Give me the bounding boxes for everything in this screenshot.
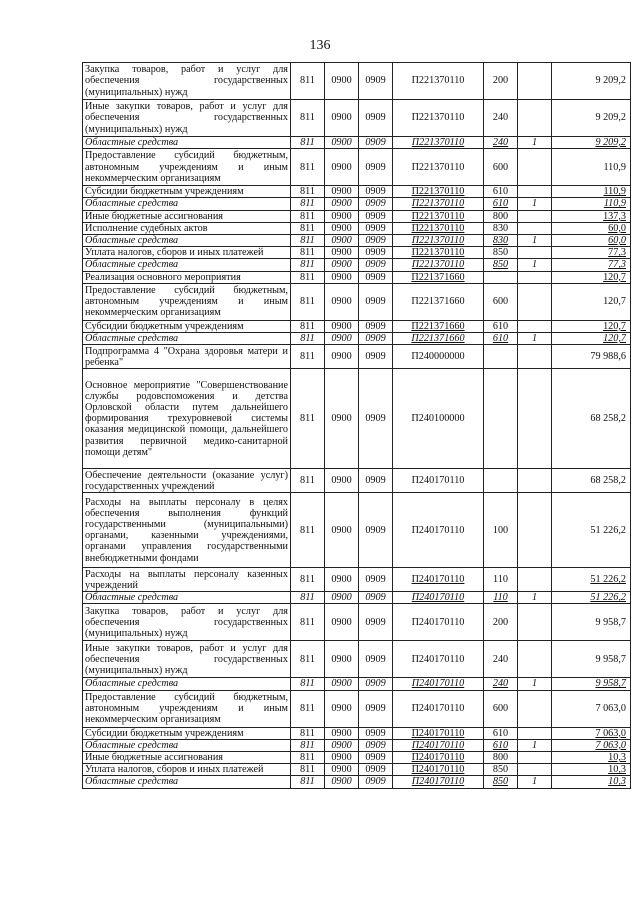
table-row: [83, 235, 631, 247]
row-funding-source: [518, 210, 552, 222]
row-ved-code: 811: [291, 235, 325, 247]
row-subsection-code: 0909: [359, 727, 393, 739]
row-subsection-code: 0909: [359, 247, 393, 259]
table-row: [83, 198, 631, 210]
table-row: [83, 247, 631, 259]
table-row: [83, 641, 631, 678]
row-amount: 77,3: [552, 247, 631, 259]
row-amount: 7 063,0: [552, 690, 631, 727]
row-expense-type: 850: [484, 259, 518, 271]
row-funding-source: [518, 690, 552, 727]
row-target-article: П240170110: [393, 690, 484, 727]
row-subsection-code: 0909: [359, 320, 393, 332]
table-row: [83, 678, 631, 690]
row-ved-code: 811: [291, 493, 325, 568]
row-expense-type: 610: [484, 333, 518, 345]
row-funding-source: 1: [518, 592, 552, 604]
row-funding-source: 1: [518, 333, 552, 345]
row-section-code: 0900: [325, 369, 359, 469]
row-ved-code: 811: [291, 247, 325, 259]
row-expense-type: 600: [484, 149, 518, 186]
row-target-article: П221371660: [393, 333, 484, 345]
row-funding-source: [518, 764, 552, 776]
row-section-code: 0900: [325, 678, 359, 690]
row-name: Областные средства: [83, 739, 291, 751]
row-funding-source: [518, 149, 552, 186]
row-expense-type: 850: [484, 247, 518, 259]
row-section-code: 0900: [325, 210, 359, 222]
row-section-code: 0900: [325, 100, 359, 137]
row-funding-source: [518, 752, 552, 764]
row-section-code: 0900: [325, 592, 359, 604]
row-target-article: П240170110: [393, 568, 484, 592]
row-name: Исполнение судебных актов: [83, 222, 291, 234]
table-row: [83, 283, 631, 320]
row-amount: 110,9: [552, 149, 631, 186]
row-target-article: П221371660: [393, 271, 484, 283]
row-subsection-code: 0909: [359, 739, 393, 751]
row-section-code: 0900: [325, 752, 359, 764]
row-name: Предоставление субсидий бюджетным, автономным учреждениям и иным некоммерческим организациям: [83, 149, 291, 186]
row-amount: 10,3: [552, 776, 631, 788]
row-amount: 120,7: [552, 320, 631, 332]
row-funding-source: [518, 63, 552, 100]
page-number: 136: [309, 38, 331, 53]
row-ved-code: 811: [291, 210, 325, 222]
row-target-article: П240170110: [393, 776, 484, 788]
row-amount: 51 226,2: [552, 568, 631, 592]
table-row: [83, 222, 631, 234]
table-row: [83, 210, 631, 222]
row-amount: 79 988,6: [552, 345, 631, 369]
row-target-article: П240170110: [393, 592, 484, 604]
row-expense-type: 240: [484, 641, 518, 678]
row-expense-type: [484, 369, 518, 469]
row-target-article: П240100000: [393, 369, 484, 469]
row-subsection-code: 0909: [359, 469, 393, 493]
row-subsection-code: 0909: [359, 63, 393, 100]
row-subsection-code: 0909: [359, 764, 393, 776]
row-amount: 77,3: [552, 259, 631, 271]
row-name: Уплата налогов, сборов и иных платежей: [83, 764, 291, 776]
row-expense-type: 240: [484, 678, 518, 690]
row-funding-source: [518, 727, 552, 739]
row-name: Подпрограмма 4 "Охрана здоровья матери и ребенка": [83, 345, 291, 369]
row-amount: 51 226,2: [552, 592, 631, 604]
row-section-code: 0900: [325, 247, 359, 259]
row-name: Областные средства: [83, 776, 291, 788]
row-amount: 10,3: [552, 764, 631, 776]
row-ved-code: 811: [291, 320, 325, 332]
row-expense-type: 200: [484, 604, 518, 641]
row-funding-source: [518, 568, 552, 592]
row-subsection-code: 0909: [359, 210, 393, 222]
row-target-article: П240170110: [393, 493, 484, 568]
row-target-article: П240170110: [393, 752, 484, 764]
row-target-article: П221370110: [393, 210, 484, 222]
row-amount: 51 226,2: [552, 493, 631, 568]
row-amount: 120,7: [552, 283, 631, 320]
row-funding-source: [518, 469, 552, 493]
row-expense-type: 110: [484, 592, 518, 604]
row-funding-source: [518, 271, 552, 283]
row-amount: 7 063,0: [552, 739, 631, 751]
row-name: Предоставление субсидий бюджетным, автономным учреждениям и иным некоммерческим организациям: [83, 690, 291, 727]
row-amount: 9 958,7: [552, 604, 631, 641]
row-target-article: П221370110: [393, 247, 484, 259]
row-name: Расходы на выплаты персоналу в целях обеспечения выполнения функций государственными (муниципальными) органами, казенными учреждениями, органами управления государственными внебюджетными фондами: [83, 493, 291, 568]
table-row: [83, 592, 631, 604]
row-amount: 9 209,2: [552, 100, 631, 137]
row-amount: 68 258,2: [552, 369, 631, 469]
row-funding-source: [518, 641, 552, 678]
row-ved-code: 811: [291, 592, 325, 604]
row-amount: 110,9: [552, 186, 631, 198]
table-row: [83, 752, 631, 764]
row-ved-code: 811: [291, 727, 325, 739]
row-subsection-code: 0909: [359, 345, 393, 369]
table-row: [83, 764, 631, 776]
table-row: [83, 469, 631, 493]
row-expense-type: 610: [484, 727, 518, 739]
row-ved-code: 811: [291, 186, 325, 198]
row-ved-code: 811: [291, 222, 325, 234]
row-name: Областные средства: [83, 235, 291, 247]
row-section-code: 0900: [325, 283, 359, 320]
row-ved-code: 811: [291, 568, 325, 592]
row-section-code: 0900: [325, 469, 359, 493]
row-section-code: 0900: [325, 137, 359, 149]
table-row: [83, 320, 631, 332]
row-target-article: П221370110: [393, 63, 484, 100]
row-funding-source: 1: [518, 678, 552, 690]
row-target-article: П240170110: [393, 641, 484, 678]
row-ved-code: 811: [291, 690, 325, 727]
row-target-article: П221370110: [393, 186, 484, 198]
row-amount: 10,3: [552, 752, 631, 764]
row-name: Областные средства: [83, 333, 291, 345]
row-target-article: П221370110: [393, 100, 484, 137]
row-subsection-code: 0909: [359, 776, 393, 788]
row-name: Областные средства: [83, 259, 291, 271]
row-target-article: П221370110: [393, 198, 484, 210]
row-subsection-code: 0909: [359, 333, 393, 345]
row-ved-code: 811: [291, 604, 325, 641]
budget-table: [82, 62, 631, 789]
row-name: Областные средства: [83, 137, 291, 149]
row-amount: 9 209,2: [552, 137, 631, 149]
row-subsection-code: 0909: [359, 752, 393, 764]
row-subsection-code: 0909: [359, 271, 393, 283]
row-target-article: П240170110: [393, 469, 484, 493]
row-amount: 68 258,2: [552, 469, 631, 493]
row-name: Иные бюджетные ассигнования: [83, 752, 291, 764]
row-name: Закупка товаров, работ и услуг для обеспечения государственных (муниципальных) нужд: [83, 604, 291, 641]
row-name: Иные закупки товаров, работ и услуг для обеспечения государственных (муниципальных) нужд: [83, 100, 291, 137]
row-target-article: П240000000: [393, 345, 484, 369]
row-section-code: 0900: [325, 235, 359, 247]
row-amount: 9 958,7: [552, 641, 631, 678]
row-ved-code: 811: [291, 469, 325, 493]
row-ved-code: 811: [291, 259, 325, 271]
row-name: Субсидии бюджетным учреждениям: [83, 727, 291, 739]
row-expense-type: 830: [484, 235, 518, 247]
row-subsection-code: 0909: [359, 235, 393, 247]
row-expense-type: [484, 469, 518, 493]
row-section-code: 0900: [325, 63, 359, 100]
row-section-code: 0900: [325, 259, 359, 271]
row-name: Реализация основного мероприятия: [83, 271, 291, 283]
row-target-article: П221370110: [393, 259, 484, 271]
row-expense-type: 610: [484, 198, 518, 210]
row-section-code: 0900: [325, 568, 359, 592]
row-ved-code: 811: [291, 641, 325, 678]
row-subsection-code: 0909: [359, 592, 393, 604]
row-section-code: 0900: [325, 493, 359, 568]
row-expense-type: 100: [484, 493, 518, 568]
table-row: [83, 100, 631, 137]
row-ved-code: 811: [291, 137, 325, 149]
row-funding-source: [518, 493, 552, 568]
row-funding-source: 1: [518, 739, 552, 751]
row-subsection-code: 0909: [359, 283, 393, 320]
row-ved-code: 811: [291, 333, 325, 345]
row-expense-type: 850: [484, 776, 518, 788]
table-row: [83, 63, 631, 100]
row-funding-source: [518, 247, 552, 259]
row-target-article: П221370110: [393, 235, 484, 247]
row-subsection-code: 0909: [359, 568, 393, 592]
row-amount: 9 209,2: [552, 63, 631, 100]
row-ved-code: 811: [291, 100, 325, 137]
row-name: Уплата налогов, сборов и иных платежей: [83, 247, 291, 259]
row-subsection-code: 0909: [359, 604, 393, 641]
row-name: Иные бюджетные ассигнования: [83, 210, 291, 222]
row-subsection-code: 0909: [359, 641, 393, 678]
row-expense-type: 850: [484, 764, 518, 776]
table-row: [83, 727, 631, 739]
row-name: Предоставление субсидий бюджетным, автономным учреждениям и иным некоммерческим организациям: [83, 283, 291, 320]
row-section-code: 0900: [325, 727, 359, 739]
row-subsection-code: 0909: [359, 678, 393, 690]
row-ved-code: 811: [291, 764, 325, 776]
row-amount: 137,3: [552, 210, 631, 222]
row-section-code: 0900: [325, 604, 359, 641]
row-target-article: П221370110: [393, 222, 484, 234]
row-ved-code: 811: [291, 776, 325, 788]
row-section-code: 0900: [325, 333, 359, 345]
row-amount: 9 958,7: [552, 678, 631, 690]
row-funding-source: 1: [518, 235, 552, 247]
row-funding-source: [518, 604, 552, 641]
table-row: [83, 149, 631, 186]
row-section-code: 0900: [325, 198, 359, 210]
row-expense-type: 110: [484, 568, 518, 592]
row-target-article: П240170110: [393, 678, 484, 690]
row-expense-type: 240: [484, 137, 518, 149]
row-funding-source: 1: [518, 198, 552, 210]
row-section-code: 0900: [325, 776, 359, 788]
row-amount: 110,9: [552, 198, 631, 210]
row-funding-source: [518, 186, 552, 198]
row-amount: 60,0: [552, 235, 631, 247]
row-section-code: 0900: [325, 739, 359, 751]
row-expense-type: [484, 271, 518, 283]
row-ved-code: 811: [291, 283, 325, 320]
row-amount: 60,0: [552, 222, 631, 234]
row-name: Основное мероприятие "Совершенствование службы родовспоможения и детства Орловской области путем дальнейшего формирования трехуровневой системы оказания медицинской помощи, дальнейшего развития первичной медико-санитарной помощи детям": [83, 369, 291, 469]
row-section-code: 0900: [325, 320, 359, 332]
row-subsection-code: 0909: [359, 149, 393, 186]
row-expense-type: 200: [484, 63, 518, 100]
table-row: [83, 493, 631, 568]
row-name: Обеспечение деятельности (оказание услуг) государственных учреждений: [83, 469, 291, 493]
row-name: Областные средства: [83, 198, 291, 210]
row-subsection-code: 0909: [359, 186, 393, 198]
row-target-article: П240170110: [393, 727, 484, 739]
row-expense-type: 240: [484, 100, 518, 137]
row-name: Областные средства: [83, 678, 291, 690]
table-row: [83, 568, 631, 592]
table-row: [83, 137, 631, 149]
row-name: Субсидии бюджетным учреждениям: [83, 186, 291, 198]
row-section-code: 0900: [325, 186, 359, 198]
row-section-code: 0900: [325, 641, 359, 678]
row-expense-type: 610: [484, 186, 518, 198]
row-funding-source: [518, 222, 552, 234]
row-section-code: 0900: [325, 149, 359, 186]
row-subsection-code: 0909: [359, 222, 393, 234]
row-target-article: П240170110: [393, 739, 484, 751]
row-name: Закупка товаров, работ и услуг для обеспечения государственных (муниципальных) нужд: [83, 63, 291, 100]
row-ved-code: 811: [291, 678, 325, 690]
table-row: [83, 186, 631, 198]
row-expense-type: 830: [484, 222, 518, 234]
row-name: Областные средства: [83, 592, 291, 604]
row-ved-code: 811: [291, 149, 325, 186]
table-row: [83, 259, 631, 271]
row-subsection-code: 0909: [359, 137, 393, 149]
table-row: [83, 345, 631, 369]
table-row: [83, 271, 631, 283]
row-section-code: 0900: [325, 764, 359, 776]
row-funding-source: 1: [518, 776, 552, 788]
row-expense-type: 610: [484, 320, 518, 332]
row-funding-source: 1: [518, 137, 552, 149]
table-row: [83, 369, 631, 469]
table-row: [83, 739, 631, 751]
row-funding-source: [518, 369, 552, 469]
row-amount: 120,7: [552, 271, 631, 283]
row-target-article: П221371660: [393, 283, 484, 320]
table-row: [83, 776, 631, 788]
row-funding-source: 1: [518, 259, 552, 271]
row-ved-code: 811: [291, 345, 325, 369]
row-expense-type: 800: [484, 752, 518, 764]
row-subsection-code: 0909: [359, 493, 393, 568]
row-expense-type: 610: [484, 739, 518, 751]
row-subsection-code: 0909: [359, 690, 393, 727]
row-ved-code: 811: [291, 271, 325, 283]
row-section-code: 0900: [325, 271, 359, 283]
row-target-article: П221371660: [393, 320, 484, 332]
row-name: Субсидии бюджетным учреждениям: [83, 320, 291, 332]
row-subsection-code: 0909: [359, 100, 393, 137]
row-funding-source: [518, 283, 552, 320]
row-expense-type: 800: [484, 210, 518, 222]
row-name: Расходы на выплаты персоналу казенных учреждений: [83, 568, 291, 592]
row-funding-source: [518, 320, 552, 332]
row-subsection-code: 0909: [359, 369, 393, 469]
row-amount: 7 063,0: [552, 727, 631, 739]
row-target-article: П240170110: [393, 604, 484, 641]
row-ved-code: 811: [291, 739, 325, 751]
table-row: [83, 690, 631, 727]
table-row: [83, 333, 631, 345]
row-section-code: 0900: [325, 222, 359, 234]
row-section-code: 0900: [325, 690, 359, 727]
row-amount: 120,7: [552, 333, 631, 345]
row-ved-code: 811: [291, 198, 325, 210]
row-expense-type: 600: [484, 283, 518, 320]
table-row: [83, 604, 631, 641]
row-funding-source: [518, 100, 552, 137]
row-expense-type: 600: [484, 690, 518, 727]
row-subsection-code: 0909: [359, 198, 393, 210]
row-target-article: П221370110: [393, 137, 484, 149]
row-target-article: П240170110: [393, 764, 484, 776]
row-target-article: П221370110: [393, 149, 484, 186]
row-section-code: 0900: [325, 345, 359, 369]
row-funding-source: [518, 345, 552, 369]
row-name: Иные закупки товаров, работ и услуг для обеспечения государственных (муниципальных) нужд: [83, 641, 291, 678]
row-expense-type: [484, 345, 518, 369]
row-subsection-code: 0909: [359, 259, 393, 271]
row-ved-code: 811: [291, 369, 325, 469]
row-ved-code: 811: [291, 63, 325, 100]
row-ved-code: 811: [291, 752, 325, 764]
